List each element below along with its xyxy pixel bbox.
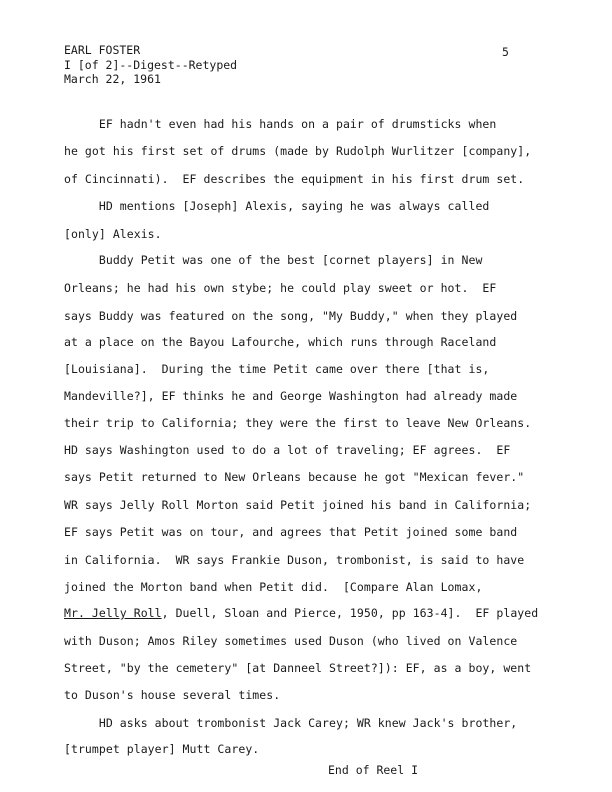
text-line: HD mentions [Joseph] Alexis, saying he was always called bbox=[64, 199, 490, 213]
text-line: at a place on the Bayou Lafourche, which runs through Raceland bbox=[64, 335, 497, 349]
book-title: Mr. Jelly Roll bbox=[64, 606, 162, 620]
page-number: 5 bbox=[502, 45, 509, 59]
text-line: says Petit returned to New Orleans because he got "Mexican fever." bbox=[64, 470, 525, 484]
text-line: Mandeville?], EF thinks he and George Washington had already made bbox=[64, 389, 518, 403]
text-line: joined the Morton band when Petit did. [Compare Alan Lomax, bbox=[64, 580, 483, 594]
text-line: HD asks about trombonist Jack Carey; WR knew Jack's brother, bbox=[64, 716, 518, 730]
text-line: of Cincinnati). EF describes the equipment in his first drum set. bbox=[64, 172, 525, 186]
text-line: WR says Jelly Roll Morton said Petit joined his band in California; bbox=[64, 498, 532, 512]
text-line: Buddy Petit was one of the best [cornet players] in New bbox=[64, 253, 483, 267]
date-label: March 22, 1961 bbox=[64, 72, 161, 86]
text-line: Mr. Jelly Roll, Duell, Sloan and Pierce, 1950, pp 163-4]. EF played bbox=[64, 606, 539, 620]
text-line: EF says Petit was on tour, and agrees that Petit joined some band bbox=[64, 525, 518, 539]
text-line: in California. WR says Frankie Duson, trombonist, is said to have bbox=[64, 553, 525, 567]
text-line: Street, "by the cemetery" [at Danneel Street?]): EF, as a boy, went bbox=[64, 661, 532, 675]
text-line: he got his first set of drums (made by Rudolph Wurlitzer [company], bbox=[64, 144, 532, 158]
text-line: says Buddy was featured on the song, "My Buddy," when they played bbox=[64, 309, 518, 323]
reel-label: I [of 2]--Digest--Retyped bbox=[64, 58, 238, 72]
text-line: [only] Alexis. bbox=[64, 227, 162, 241]
text-line: to Duson's house several times. bbox=[64, 688, 281, 702]
text-line: [Louisiana]. During the time Petit came over there [that is, bbox=[64, 362, 490, 376]
text-line: Orleans; he had his own stybe; he could play sweet or hot. EF bbox=[64, 281, 497, 295]
text-line: EF hadn't even had his hands on a pair of drumsticks when bbox=[64, 117, 497, 131]
text-line: [trumpet player] Mutt Carey. bbox=[64, 742, 260, 756]
interviewee-name: EARL FOSTER bbox=[64, 43, 141, 57]
end-of-reel-label: End of Reel I bbox=[328, 763, 419, 777]
text-line: their trip to California; they were the first to leave New Orleans. bbox=[64, 416, 532, 430]
text-line: with Duson; Amos Riley sometimes used Duson (who lived on Valence bbox=[64, 634, 518, 648]
text-line: HD says Washington used to do a lot of traveling; EF agrees. EF bbox=[64, 443, 511, 457]
